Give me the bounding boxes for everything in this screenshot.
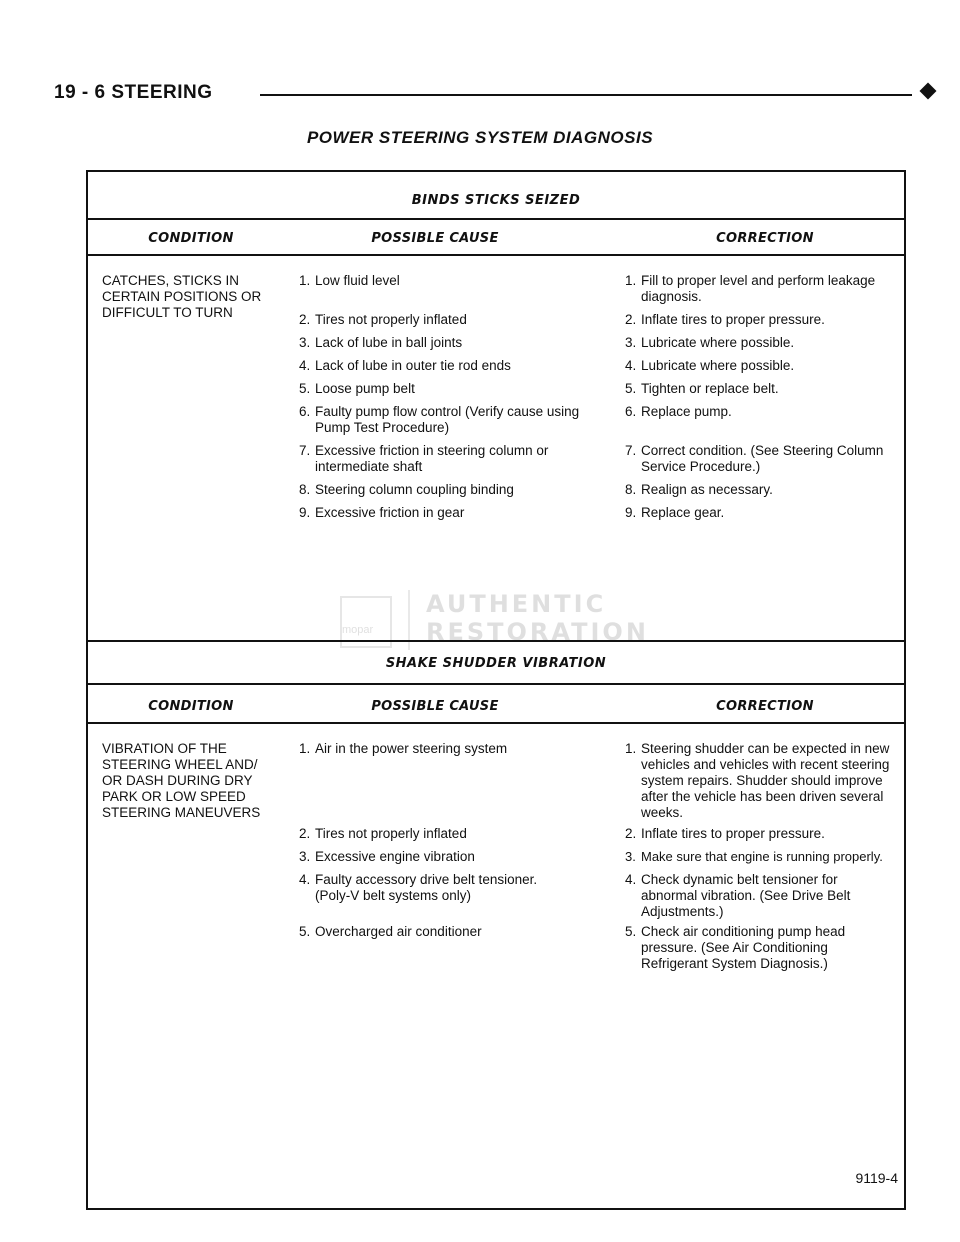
item-text: Excessive engine vibration — [315, 849, 475, 864]
item-number: 5. — [299, 381, 311, 396]
section-divider — [86, 683, 906, 685]
item-number: 3. — [625, 849, 636, 864]
col-header-correction: CORRECTION — [716, 699, 814, 714]
col-header-condition: CONDITION — [148, 699, 234, 714]
item-text: Lubricate where possible. — [641, 335, 795, 350]
item-text: Faulty accessory drive belt tensioner. (Poly-V belt systems only) — [315, 872, 538, 903]
col-header-condition: CONDITION — [148, 231, 234, 246]
item-text: Tires not properly inflated — [315, 826, 467, 841]
cause-item — [299, 335, 599, 351]
item-text: Steering column coupling binding — [315, 482, 514, 497]
condition-line: OR DASH DURING DRY — [102, 773, 253, 788]
item-number: 7. — [299, 443, 311, 458]
item-number: 5. — [625, 381, 637, 396]
cause-item — [299, 443, 589, 475]
item-text: Lubricate where possible. — [641, 358, 795, 373]
item-number: 1. — [299, 273, 311, 288]
cause-item — [299, 872, 559, 904]
item-number: 4. — [625, 358, 637, 373]
correction-item — [625, 312, 907, 328]
cause-item — [299, 741, 599, 757]
correction-item — [625, 358, 907, 374]
item-text: Excessive friction in steering column or intermediate shaft — [315, 443, 549, 474]
cause-item — [299, 849, 599, 865]
correction-item — [625, 273, 895, 305]
section-title-binds: BINDS STICKS SEIZED — [411, 193, 581, 208]
item-number: 3. — [299, 335, 311, 350]
header-divider — [86, 254, 906, 256]
item-text: Make sure that engine is running properly. — [641, 849, 883, 864]
section-divider — [86, 640, 906, 642]
cause-item — [299, 381, 599, 397]
condition-text — [102, 741, 282, 821]
figure-code: 9119-4 — [855, 1170, 898, 1186]
item-text: Replace pump. — [641, 404, 732, 419]
item-text: Overcharged air conditioner — [315, 924, 482, 939]
cause-item — [299, 924, 599, 940]
condition-line: DIFFICULT TO TURN — [102, 305, 233, 320]
item-number: 5. — [299, 924, 311, 939]
section-divider — [86, 218, 906, 220]
section-title-shake: SHAKE SHUDDER VIBRATION — [385, 656, 607, 671]
item-text: Steering shudder can be expected in new vehicles and vehicles with recent steering system repairs. Shudder should improve after the vehicle has been driven several weeks. — [641, 741, 890, 820]
item-text: Air in the power steering system — [315, 741, 508, 756]
item-number: 9. — [299, 505, 311, 520]
item-text: Faulty pump flow control (Verify cause using Pump Test Procedure) — [315, 404, 580, 435]
item-text: Realign as necessary. — [641, 482, 773, 497]
condition-line: STEERING WHEEL AND/ — [102, 757, 258, 772]
item-number: 6. — [299, 404, 311, 419]
item-number: 9. — [625, 505, 637, 520]
correction-item — [625, 443, 895, 475]
item-text: Check air conditioning pump head pressure. (See Air Conditioning Refrigerant System Diagnosis.) — [641, 924, 846, 971]
cause-item — [299, 826, 599, 842]
item-text: Inflate tires to proper pressure. — [641, 312, 825, 327]
condition-text — [102, 273, 282, 321]
condition-line: PARK OR LOW SPEED — [102, 789, 246, 804]
item-number: 6. — [625, 404, 637, 419]
item-text: Tighten or replace belt. — [641, 381, 779, 396]
item-text: Tires not properly inflated — [315, 312, 467, 327]
watermark-line2: RESTORATION — [426, 618, 649, 646]
watermark-line1: AUTHENTIC — [426, 590, 607, 618]
watermark-brand: mopar — [342, 624, 374, 636]
condition-line: CATCHES, STICKS IN — [102, 273, 240, 288]
item-number: 4. — [299, 872, 311, 887]
item-number: 3. — [299, 849, 311, 864]
diamond-icon — [920, 83, 937, 100]
correction-item — [625, 741, 897, 821]
item-number: 8. — [625, 482, 637, 497]
item-number: 1. — [625, 273, 637, 288]
cause-item — [299, 505, 599, 521]
item-text: Correct condition. (See Steering Column Service Procedure.) — [641, 443, 884, 474]
cause-item — [299, 273, 599, 289]
item-number: 2. — [625, 312, 637, 327]
correction-item — [625, 826, 907, 842]
item-number: 4. — [625, 872, 637, 887]
item-number: 1. — [299, 741, 311, 756]
correction-item — [625, 404, 907, 420]
item-text: Loose pump belt — [315, 381, 415, 396]
item-number: 4. — [299, 358, 311, 373]
page-title: POWER STEERING SYSTEM DIAGNOSIS — [306, 128, 654, 147]
item-text: Replace gear. — [641, 505, 725, 520]
item-number: 1. — [625, 741, 637, 756]
cause-item — [299, 404, 589, 436]
item-text: Inflate tires to proper pressure. — [641, 826, 825, 841]
item-number: 7. — [625, 443, 637, 458]
item-number: 5. — [625, 924, 637, 939]
correction-item — [625, 335, 907, 351]
header-rule — [260, 94, 912, 96]
condition-line: CERTAIN POSITIONS OR — [102, 289, 262, 304]
condition-line: STEERING MANEUVERS — [102, 805, 261, 820]
correction-item — [625, 924, 875, 972]
cause-item — [299, 312, 599, 328]
correction-item — [625, 849, 907, 865]
item-text: Lack of lube in ball joints — [315, 335, 463, 350]
item-text: Low fluid level — [315, 273, 400, 288]
item-text: Lack of lube in outer tie rod ends — [315, 358, 511, 373]
item-number: 8. — [299, 482, 311, 497]
correction-item — [625, 505, 907, 521]
item-number: 2. — [299, 312, 311, 327]
col-header-correction: CORRECTION — [716, 231, 814, 246]
correction-item — [625, 872, 885, 920]
col-header-cause: POSSIBLE CAUSE — [371, 231, 499, 246]
item-number: 2. — [299, 826, 311, 841]
item-text: Fill to proper level and perform leakage diagnosis. — [641, 273, 876, 304]
cause-item — [299, 358, 599, 374]
page-header — [54, 80, 934, 110]
item-text: Excessive friction in gear — [315, 505, 465, 520]
correction-item — [625, 482, 907, 498]
header-divider — [86, 722, 906, 724]
cause-item — [299, 482, 599, 498]
item-number: 2. — [625, 826, 637, 841]
col-header-cause: POSSIBLE CAUSE — [371, 699, 499, 714]
section-label: 19 - 6 STEERING — [54, 82, 213, 103]
condition-line: VIBRATION OF THE — [102, 741, 227, 756]
item-number: 3. — [625, 335, 637, 350]
item-text: Check dynamic belt tensioner for abnormal vibration. (See Drive Belt Adjustments.) — [641, 872, 851, 919]
correction-item — [625, 381, 907, 397]
